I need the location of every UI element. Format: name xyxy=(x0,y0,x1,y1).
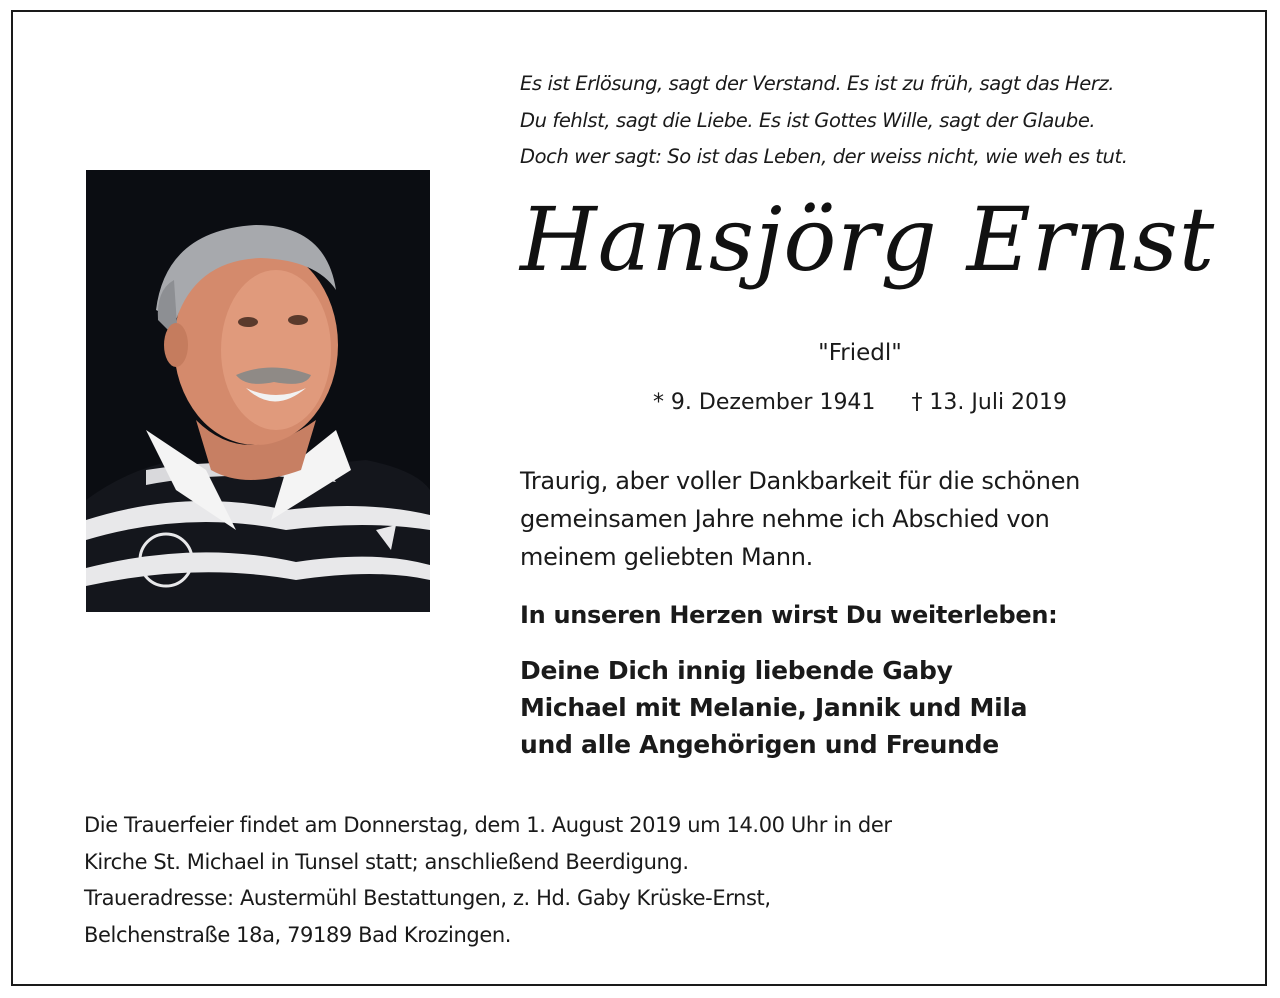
poem-line: Es ist Erlösung, sagt der Verstand. Es ist zu früh, sagt das Herz. xyxy=(520,72,1115,95)
mourner-line: und alle Angehörigen und Freunde xyxy=(520,730,999,759)
service-info xyxy=(84,807,892,953)
info-line: Die Trauerfeier findet am Donnerstag, dem 1. August 2019 um 14.00 Uhr in der xyxy=(84,813,892,837)
memory-heading: In unseren Herzen wirst Du weiterleben: xyxy=(520,601,1058,629)
message-line: gemeinsamen Jahre nehme ich Abschied von xyxy=(520,505,1050,533)
portrait-photo xyxy=(86,170,430,612)
life-dates xyxy=(560,390,1160,415)
poem xyxy=(520,66,1220,176)
message-line: meinem geliebten Mann. xyxy=(520,543,814,571)
message-line: Traurig, aber voller Dankbarkeit für die schönen xyxy=(520,467,1081,495)
birth-date: * 9. Dezember 1941 xyxy=(652,390,876,415)
info-line: Kirche St. Michael in Tunsel statt; anschließend Beerdigung. xyxy=(84,849,689,874)
info-line: Belchenstraße 18a, 79189 Bad Krozingen. xyxy=(84,922,512,947)
poem-line: Doch wer sagt: So ist das Leben, der weiss nicht, wie weh es tut. xyxy=(520,145,1128,168)
mourners-list xyxy=(520,652,1027,763)
info-line: Traueradresse: Austermühl Bestattungen, z. Hd. Gaby Krüske-Ernst, xyxy=(84,886,771,910)
mourner-line: Deine Dich innig liebende Gaby xyxy=(520,656,953,685)
mourner-line: Michael mit Melanie, Jannik und Mila xyxy=(520,693,1028,722)
death-date: † 13. Juli 2019 xyxy=(911,390,1068,415)
poem-line: Du fehlst, sagt die Liebe. Es ist Gottes Wille, sagt der Glaube. xyxy=(520,108,1096,132)
nickname: "Friedl" xyxy=(818,340,902,366)
farewell-message xyxy=(520,462,1200,576)
deceased-name: Hansjörg Ernst xyxy=(520,188,1216,291)
